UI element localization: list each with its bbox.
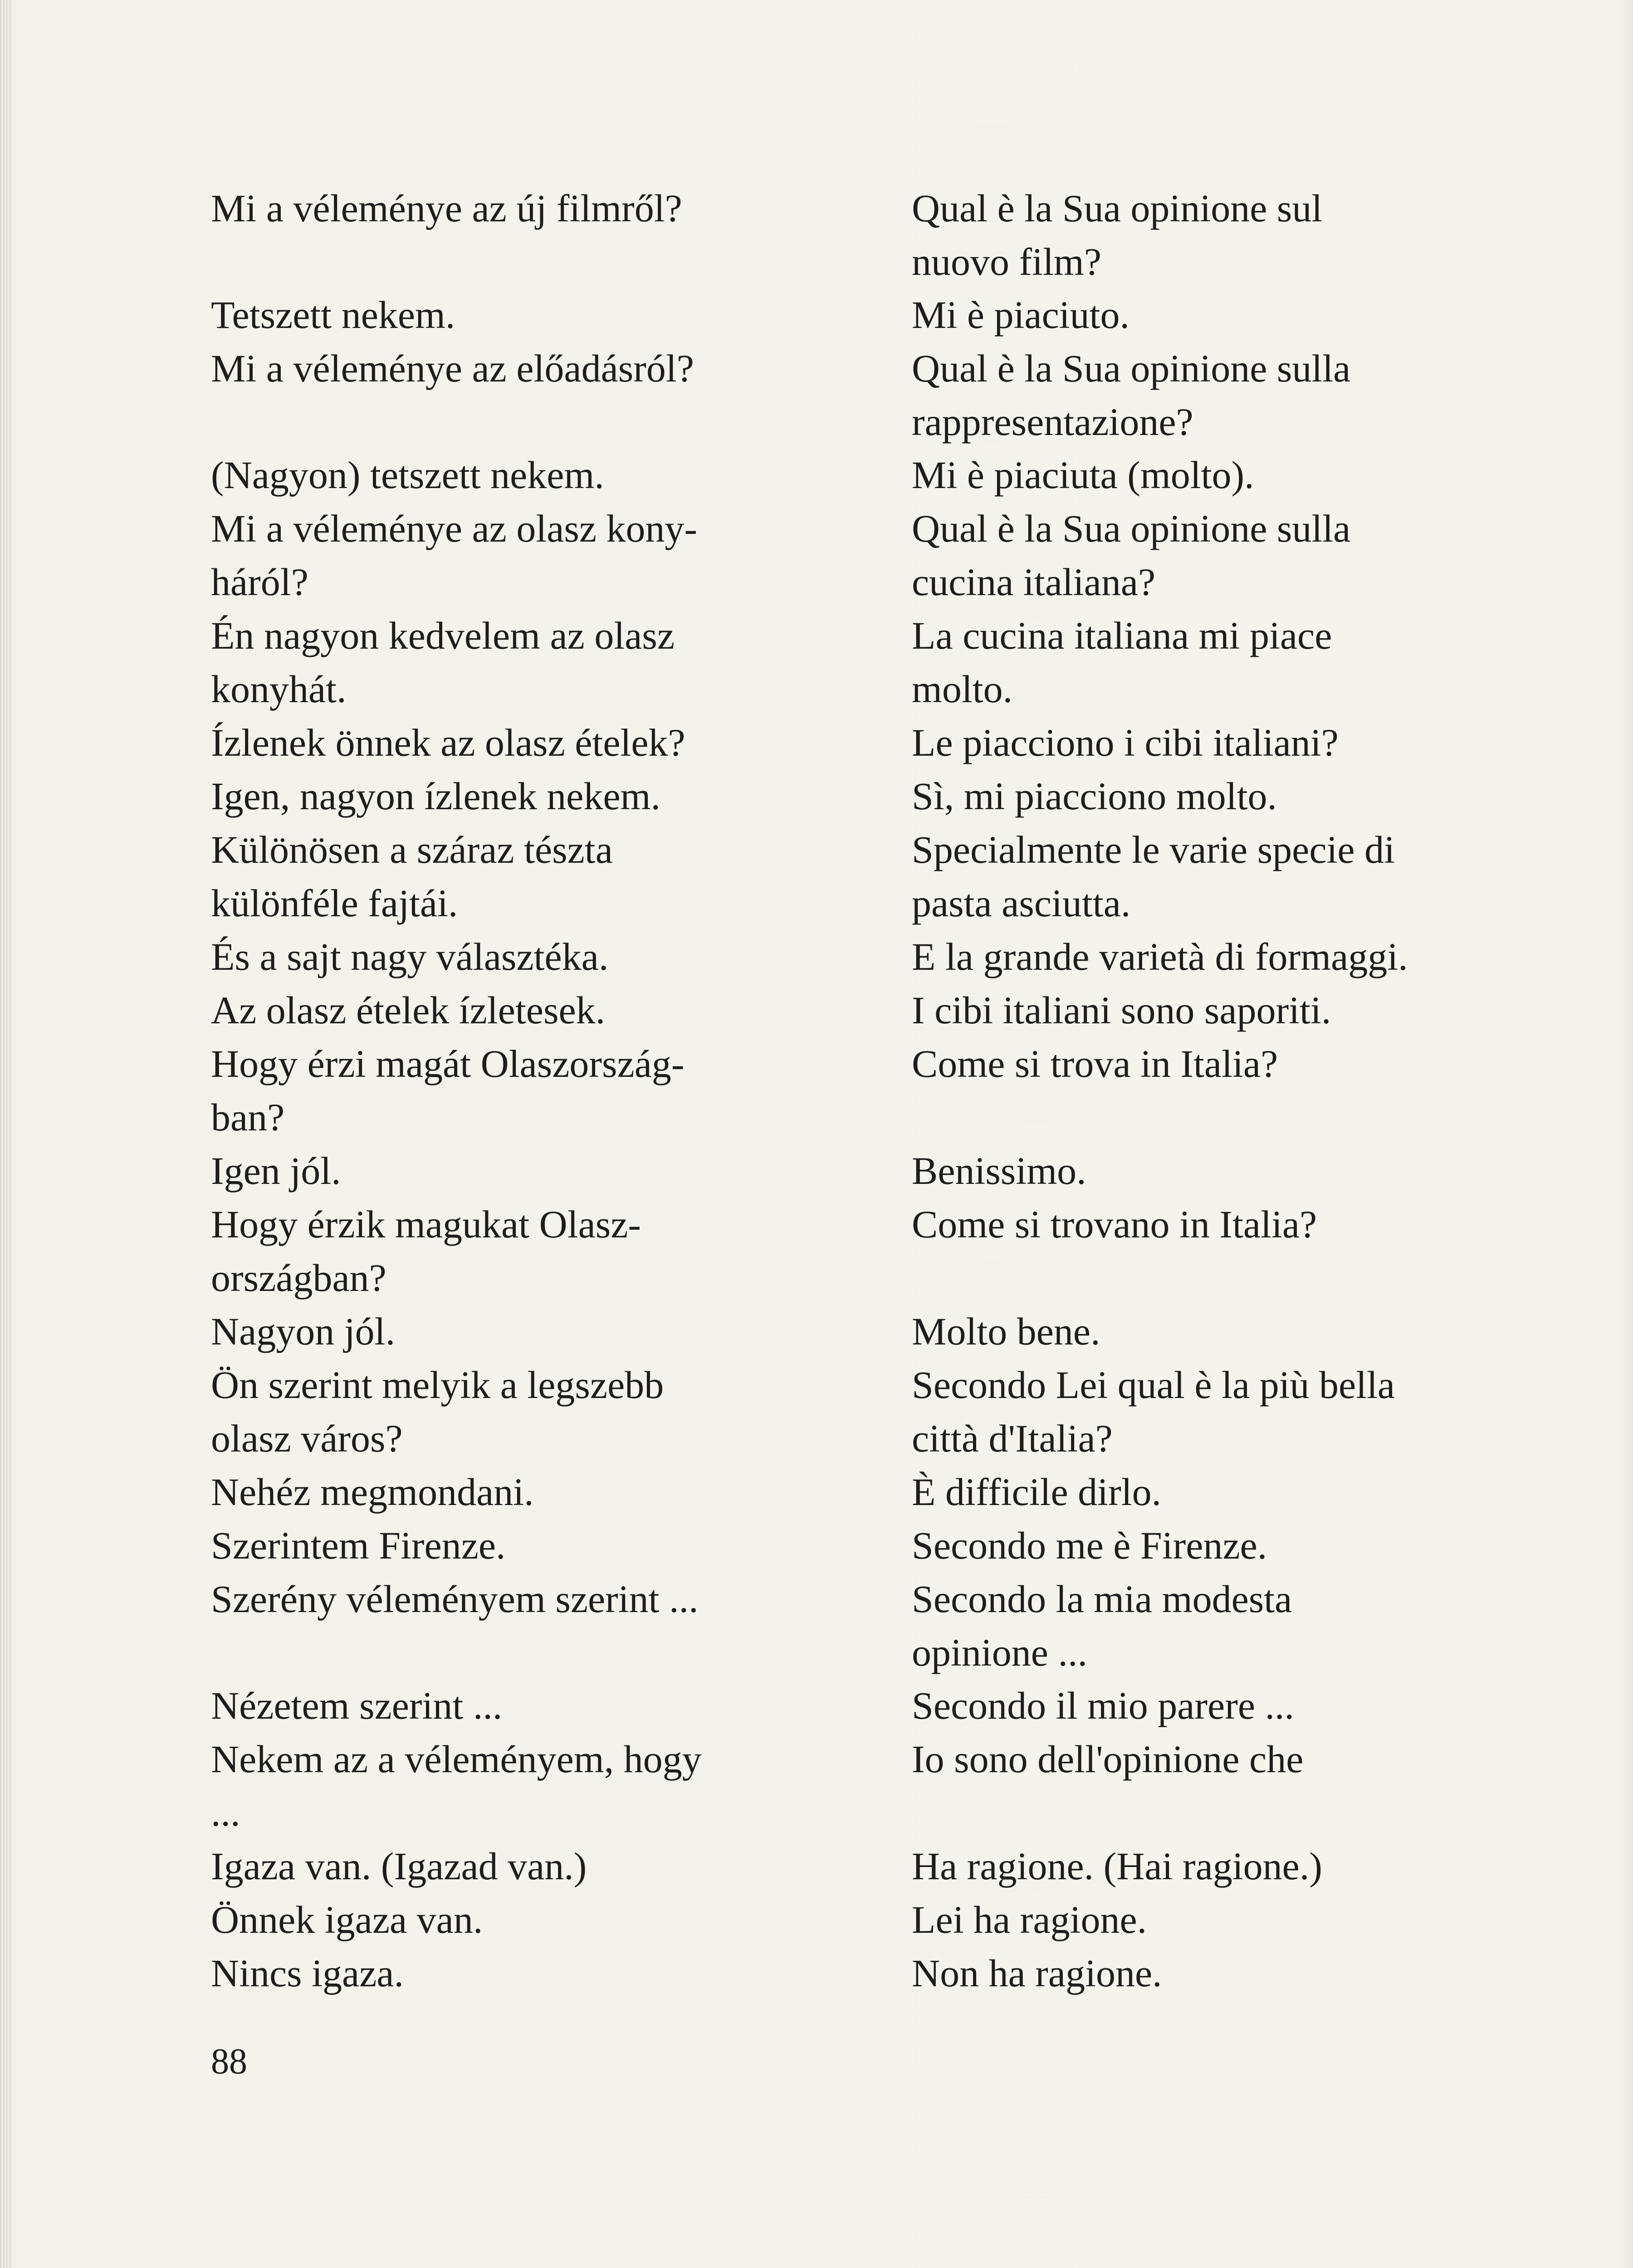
hu-line: olasz város?	[211, 1417, 403, 1460]
it-line: Secondo la mia modesta	[912, 1577, 1292, 1621]
hu-line: Igaza van. (Igazad van.)	[211, 1844, 587, 1888]
hu-line: háról?	[211, 560, 308, 604]
hu-line: ban?	[211, 1095, 285, 1139]
it-line: Non ha ragione.	[912, 1951, 1162, 1995]
hu-line: Ön szerint melyik a legszebb	[211, 1363, 664, 1407]
hu-line: Nagyon jól.	[211, 1310, 396, 1353]
hu-line: Különösen a száraz tészta	[211, 828, 613, 871]
it-line: Mi è piaciuto.	[912, 293, 1130, 337]
hu-line: Az olasz ételek ízletesek.	[211, 988, 606, 1032]
it-line: È difficile dirlo.	[912, 1470, 1162, 1514]
hu-line: Igen, nagyon ízlenek nekem.	[211, 774, 661, 818]
it-line: Come si trovano in Italia?	[912, 1202, 1317, 1246]
hu-line: konyhát.	[211, 667, 347, 711]
it-line: Secondo il mio parere ...	[912, 1684, 1295, 1727]
it-line: Le piacciono i cibi italiani?	[912, 721, 1339, 764]
it-line: nuovo film?	[912, 240, 1101, 284]
it-line: E la grande varietà di formaggi.	[912, 935, 1408, 978]
hu-line: Ízlenek önnek az olasz ételek?	[211, 721, 685, 764]
it-line: Come si trova in Italia?	[912, 1042, 1278, 1085]
it-line: rappresentazione?	[912, 400, 1193, 444]
it-line: Qual è la Sua opinione sulla	[912, 347, 1351, 390]
it-line: Qual è la Sua opinione sulla	[912, 507, 1351, 550]
it-line: Sì, mi piacciono molto.	[912, 774, 1277, 818]
it-line: Secondo Lei qual è la più bella	[912, 1363, 1395, 1407]
hu-line: Én nagyon kedvelem az olasz	[211, 614, 675, 657]
it-line: molto.	[912, 667, 1013, 711]
page-gutter	[0, 0, 13, 2268]
hu-line: Mi a véleménye az új filmről?	[211, 186, 682, 230]
hu-line: Szerintem Firenze.	[211, 1524, 506, 1567]
hu-line: Tetszett nekem.	[211, 293, 455, 337]
it-line: città d'Italia?	[912, 1417, 1113, 1460]
hu-line: Hogy érzik magukat Olasz-	[211, 1202, 641, 1246]
page-number: 88	[211, 2042, 247, 2082]
hu-line: ...	[211, 1791, 240, 1834]
it-line: Benissimo.	[912, 1149, 1086, 1193]
it-line: La cucina italiana mi piace	[912, 614, 1332, 657]
it-line: Lei ha ragione.	[912, 1898, 1147, 1941]
hu-line: Mi a véleménye az olasz kony-	[211, 507, 698, 550]
it-line: Molto bene.	[912, 1310, 1100, 1353]
it-line: opinione ...	[912, 1631, 1087, 1674]
hu-line: Önnek igaza van.	[211, 1898, 483, 1941]
hu-line: Hogy érzi magát Olaszország-	[211, 1042, 684, 1085]
hu-line: különféle fajtái.	[211, 881, 458, 925]
hu-line: Nekem az a véleményem, hogy	[211, 1737, 702, 1781]
hu-line: Igen jól.	[211, 1149, 341, 1193]
it-line: pasta asciutta.	[912, 881, 1131, 925]
it-line: Io sono dell'opinione che	[912, 1737, 1304, 1781]
hu-line: országban?	[211, 1256, 386, 1300]
hu-line: Nincs igaza.	[211, 1951, 404, 1995]
hu-line: Nehéz megmondani.	[211, 1470, 534, 1514]
it-line: Ha ragione. (Hai ragione.)	[912, 1844, 1322, 1888]
hu-line: Mi a véleménye az előadásról?	[211, 347, 694, 390]
hu-line: Szerény véleményem szerint ...	[211, 1577, 699, 1621]
hu-line: És a sajt nagy választéka.	[211, 935, 609, 978]
it-line: Specialmente le varie specie di	[912, 828, 1395, 871]
hu-line: (Nagyon) tetszett nekem.	[211, 453, 604, 497]
it-line: I cibi italiani sono saporiti.	[912, 988, 1331, 1032]
it-line: cucina italiana?	[912, 560, 1156, 604]
hu-line: Nézetem szerint ...	[211, 1684, 503, 1727]
it-line: Qual è la Sua opinione sul	[912, 186, 1323, 230]
it-line: Mi è piaciuta (molto).	[912, 453, 1254, 497]
it-line: Secondo me è Firenze.	[912, 1524, 1267, 1567]
